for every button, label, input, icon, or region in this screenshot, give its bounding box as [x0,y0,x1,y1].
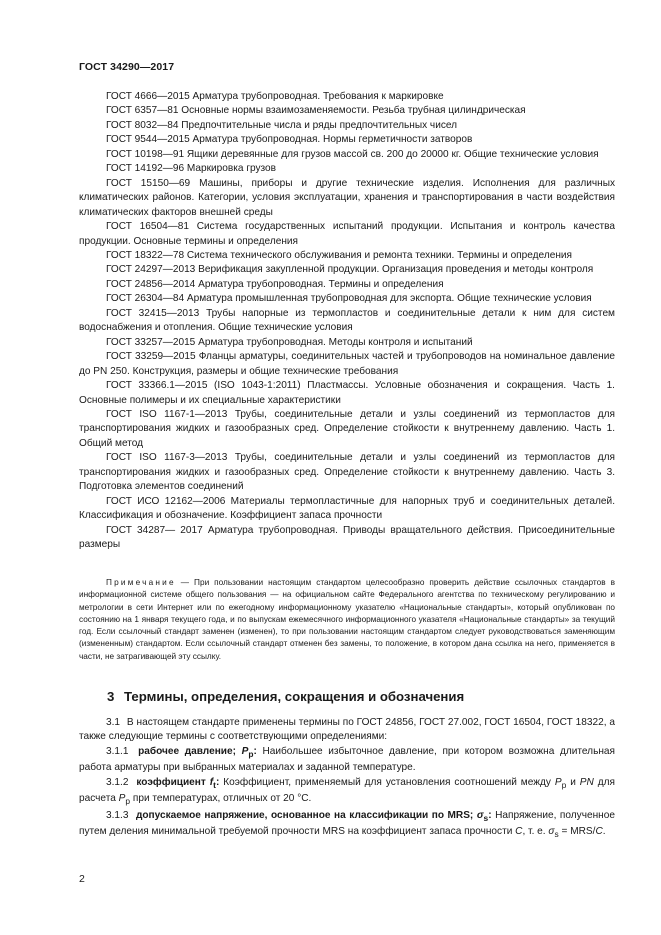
references-note [79,577,615,663]
reference-item: ГОСТ 24856—2014 Арматура трубопроводная. Термины и определения [106,278,444,290]
clause-3-1 [79,716,615,745]
term-name: коэффициент [136,776,206,788]
clause-number: 3.1.1 [106,745,129,757]
term-definition: Наибольшее избыточное давление, при котором возможна длительная работа арматуры при выбранных материалах и заданной температуре. [79,745,615,774]
page-number: 2 [79,873,85,885]
reference-item: ГОСТ 4666—2015 Арматура трубопроводная. Требования к маркировке [106,91,444,102]
reference-item: ГОСТ ISO 1167-1—2013 Трубы, соединительные детали и узлы соединений из термопластов для транспортирования жидких и газообразных сред. Определение стойкости к внутреннему давлению. Часть 1. Общий метод [79,408,615,449]
clause-number: 3.1.3 [106,809,129,821]
term-symbol-subscript: t [213,779,216,790]
term-symbol: σ [476,809,484,821]
term-name: рабочее давление; [138,745,236,757]
note-text: — При пользовании настоящим стандартом целесообразно проверить действие ссылочных стандартов в информационной системе общего пользования — на официальном сайте Федерального агентства по техническому регулированию и метрологии в сети Интернет или по ежегодному информационному указателю «Национальные стандарты», который опубликован по состоянию на 1 января текущего года, и по выпускам ежемесячного информационного указателя «Национальные стандарты» за текущий год. Если ссылочный стандарт заменен (изменен), то при пользовании настоящим стандартом следует руководствоваться заменяющим (измененным) стандартом. Если ссылочный стандарт отменен без замены, то положение, в котором дана ссылка на него, применяется в части, не затрагивающей эту ссылку. [79,578,615,661]
reference-item: ГОСТ 34287— 2017 Арматура трубопроводная. Приводы вращательного действия. Присоединительные размеры [79,524,615,551]
reference-item: ГОСТ 33257—2015 Арматура трубопроводная. Методы контроля и испытаний [106,336,473,348]
note-label: Примечание [106,578,176,587]
term-symbol-subscript: р [248,748,254,759]
reference-item: ГОСТ 26304—84 Арматура промышленная трубопроводная для экспорта. Общие технические условия [106,293,592,305]
term-symbol-subscript: s [483,812,489,823]
reference-item: ГОСТ 16504—81 Система государственных испытаний продукции. Испытания и контроль качества продукции. Основные термины и определения [79,221,615,247]
clause-3-1-3: 3.1.3 допускаемое напряжение, основанное на классификации по MRS; $\sigma_s$: Напряжение, полученное путем деления минимальной требуемой прочности MRS на коэффициент запаса прочности C, т. е. $\sigma_s = MRS/C$. [79,809,615,840]
section-number: 3 [107,689,115,704]
section-title: Термины, определения, сокращения и обозначения [124,689,465,704]
section-heading [107,689,464,704]
reference-item: ГОСТ 33366.1—2015 (ISO 1043-1:2011) Пластмассы. Условные обозначения и сокращения. Часть 1. Основные полимеры и их специальные характеристики [79,380,615,406]
term-symbol: f [209,776,214,788]
clause-3-1-1: 3.1.1 рабочее давление; $P_р$: Наибольшее избыточное давление, при котором возможна длительная работа арматуры при выбранных материалах и заданной температуре. [79,745,615,774]
term-symbol: P [241,745,249,757]
clause-text: В настоящем стандарте применены термины по ГОСТ 24856, ГОСТ 27.002, ГОСТ 16504, ГОСТ 18322, а также следующие термины с соответствующими определениями: [79,717,615,743]
clause-number: 3.1 [106,717,121,728]
reference-item: ГОСТ 10198—91 Ящики деревянные для грузов массой св. 200 до 20000 кг. Общие технические условия [106,148,599,160]
reference-item: ГОСТ 9544—2015 Арматура трубопроводная. Нормы герметичности затворов [106,134,473,146]
reference-item: ГОСТ ISO 1167-3—2013 Трубы, соединительные детали и узлы соединений из термопластов для транспортирования жидких и газообразных сред. Определение стойкости к внутреннему давлению. Часть 3. Подготовка элементов соединений [79,452,615,493]
reference-item: ГОСТ 32415—2013 Трубы напорные из термопластов и соединительные детали к ним для систем водоснабжения и отопления. Общие технические условия [79,307,615,334]
reference-item: ГОСТ 6357—81 Основные нормы взаимозаменяемости. Резьба трубная цилиндрическая [106,105,526,117]
reference-item: ГОСТ 8032—84 Предпочтительные числа и ряды предпочтительных чисел [106,119,458,131]
term-name: допускаемое напряжение, основанное на классификации по MRS; [135,809,474,821]
reference-item: ГОСТ 18322—78 Система технического обслуживания и ремонта техники. Термины и определения [106,249,573,261]
normative-references-list [79,90,615,553]
clause-3-1-2: 3.1.2 коэффициент $f_t$: Коэффициент, применяемый для установления соотношений между $P_р$ и PN для расчета $P_р$ при температурах, отличных от 20 °C. [79,776,615,807]
clause-number: 3.1.2 [106,776,129,788]
reference-item: ГОСТ ИСО 12162—2006 Материалы термопластичные для напорных труб и соединительных деталей. Классификация и обозначение. Коэффициент запаса прочности [79,495,615,522]
reference-item: ГОСТ 33259—2015 Фланцы арматуры, соединительных частей и трубопроводов на номинальное давление до PN 250. Конструкция, размеры и общие технические требования [79,351,615,377]
section-body [79,716,615,842]
reference-item: ГОСТ 15150—69 Машины, приборы и другие технические изделия. Исполнения для различных климатических районов. Категории, условия эксплуатации, хранения и транспортирования в части воздействия климатических факторов внешней среды [79,177,615,218]
reference-item: ГОСТ 24297—2013 Верификация закупленной продукции. Организация проведения и методы контроля [106,264,594,276]
document-code-header: ГОСТ 34290—2017 [79,61,175,73]
reference-item: ГОСТ 14192—96 Маркировка грузов [106,163,277,175]
